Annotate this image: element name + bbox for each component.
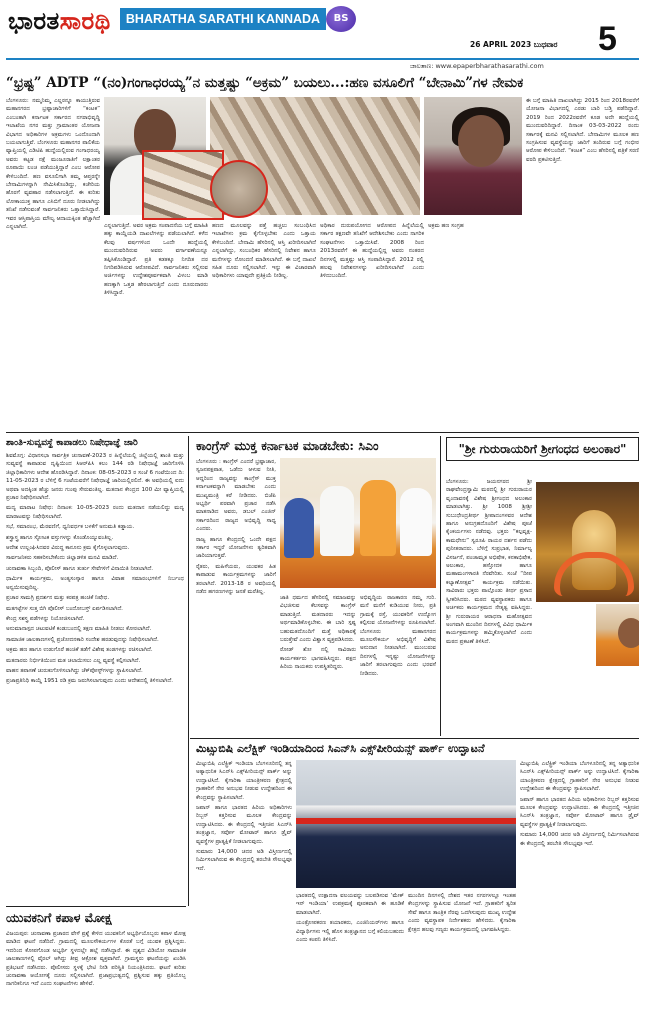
logo-word-red: ಸಾರಥಿ	[59, 6, 111, 35]
story5-body: ಬೆಂಗಳೂರು: ಜಯನಗರದ ಶ್ರೀ ರಾಘವೇಂದ್ರಸ್ವಾಮಿ ಮಠದಲ್ಲಿ ಶ್ರೀ ಗುರುರಾಯರ ವೃಂದಾವನಕ್ಕೆ ವಿಶೇಷ ಶ್ರೀಗಂಧದ ಅಲಂಕಾರ ಮಾಡಲಾಗಿತ್ತು. ಶ್ರೀ 1008 ಶ್ರೀಶ್ರೀ ಸುಬುಧೇಂದ್ರತೀರ್ಥ ಶ್ರೀಪಾದಂಗಳವರ ಆದೇಶ ಹಾಗೂ ಅನುಗ್ರಹದೊಂದಿಗೆ ವಿಶೇಷ ಪೂಜೆ ಕೈಂಕರ್ಯಗಳು ನಡೆದವು. ಭಕ್ತರು “ಕಲ್ಪವೃಕ್ಷ-ಕಾಮಧೇನು” ಸ್ವರೂಪಿ ರಾಯರ ದರ್ಶನ ಪಡೆದು ಪುನೀತರಾದರು. ಬೆಳಿಗ್ಗೆ ಸುಪ್ರಭಾತ, ನಿರ್ಮಾಲ್ಯ ವಿಸರ್ಜನೆ, ಪಂಚಾಮೃತ ಅಭಿಷೇಕ, ಕನಕಾಭಿಷೇಕ, ಅಲಂಕಾರ, ಹಸ್ತೋದಕ ಹಾಗೂ ಮಹಾಮಂಗಳಾರತಿ ನೆರವೇರಿತು. ಸಂಜೆ “ದೀಪ ಕಲ್ಯಾಣೋತ್ಸವ” ಕಾರ್ಯಕ್ರಮ ನಡೆಯಿತು. ಸಾವಿರಾರು ಭಕ್ತರು ಪಾಲ್ಗೊಂಡು ತೀರ್ಥ ಪ್ರಸಾದ ಸ್ವೀಕರಿಸಿದರು. ಮಠದ ವ್ಯವಸ್ಥಾಪಕರು ಹಾಗೂ ಅರ್ಚಕರು ಕಾರ್ಯಕ್ರಮದ ನೇತೃತ್ವ ವಹಿಸಿದ್ದರು. ಶ್ರೀ ಗುರುರಾಯರ ಆರಾಧನಾ ಮಹೋತ್ಸವದ ಅಂಗವಾಗಿ ಮುಂದಿನ ದಿನಗಳಲ್ಲಿ ವಿವಿಧ ಧಾರ್ಮಿಕ ಕಾರ್ಯಕ್ರಮಗಳನ್ನು ಹಮ್ಮಿಕೊಳ್ಳಲಾಗಿದೆ ಎಂದು ಮಠದ ಪ್ರಕಟಣೆ ತಿಳಿಸಿದೆ.	[446, 479, 532, 645]
section-divider	[6, 432, 639, 433]
story6-col1: ಮಿಟ್ಸುಬಿಷಿ ಎಲೆಕ್ಟ್ರಿಕ್ ಇಂಡಿಯಾ ಬೆಂಗಳೂರಿನಲ್ಲಿ ತನ್ನ ಅತ್ಯಾಧುನಿಕ ಸಿಎನ್‌ಸಿ ಎಕ್ಸ್‌ಪೀರಿಯನ್ಸ್ ಪಾರ್ಕ್ ಅನ್ನು ಉದ್ಘಾಟಿಸಿದೆ. ಕೈಗಾರಿಕಾ ಯಾಂತ್ರೀಕರಣ ಕ್ಷೇತ್ರದಲ್ಲಿ ಗ್ರಾಹಕರಿಗೆ ನೇರ ಅನುಭವ ನೀಡುವ ಉದ್ದೇಶದಿಂದ ಈ ಕೇಂದ್ರವನ್ನು ಸ್ಥಾಪಿಸಲಾಗಿದೆ. ಜಪಾನ್ ಹಾಗೂ ಭಾರತದ ಹಿರಿಯ ಅಧಿಕಾರಿಗಳು ರಿಬ್ಬನ್ ಕತ್ತರಿಸುವ ಮೂಲಕ ಕೇಂದ್ರವನ್ನು ಉದ್ಘಾಟಿಸಿದರು. ಈ ಕೇಂದ್ರದಲ್ಲಿ ಇತ್ತೀಚಿನ ಸಿಎನ್‌ಸಿ ತಂತ್ರಜ್ಞಾನ, ಸರ್ವೋ ಮೋಟಾರ್ ಹಾಗೂ ಡ್ರೈವ್ ವ್ಯವಸ್ಥೆಗಳ ಪ್ರಾತ್ಯಕ್ಷಿಕೆ ನೀಡಲಾಗುವುದು. ಸುಮಾರು 14,000 ಚದರ ಅಡಿ ವಿಸ್ತೀರ್ಣದಲ್ಲಿ ನಿರ್ಮಿಸಲಾಗಿರುವ ಈ ಕೇಂದ್ರದಲ್ಲಿ ತರಬೇತಿ ಸೌಲಭ್ಯವೂ ಇದೆ.	[196, 761, 292, 872]
newspaper-title-band: BHARATHA SARATHI KANNADA DAILY	[120, 8, 326, 30]
story5-headline: "ಶ್ರೀ ಗುರುರಾಯರಿಗೆ ಶ್ರೀಗಂಧದ ಅಲಂಕಾರ"	[446, 437, 639, 461]
newspaper-logo	[8, 6, 111, 35]
page-number: 5	[598, 20, 617, 58]
official-photo	[424, 97, 522, 215]
story6-col3: ಮುಂದಿನ ದಿನಗಳಲ್ಲಿ ದೇಶದ ಇತರ ನಗರಗಳಲ್ಲೂ ಇಂತಹ ಕೇಂದ್ರಗಳನ್ನು ಸ್ಥಾಪಿಸುವ ಯೋಜನೆ ಇದೆ. ಗ್ರಾಹಕರಿಗೆ ತ್ವರಿತ ಸೇವೆ ಹಾಗೂ ತಾಂತ್ರಿಕ ನೆರವು ಒದಗಿಸುವುದು ಮುಖ್ಯ ಉದ್ದೇಶ ಎಂದು ವ್ಯವಸ್ಥಾಪಕ ನಿರ್ದೇಶಕರು ಹೇಳಿದರು. ಕೈಗಾರಿಕಾ ಕ್ಷೇತ್ರದ ಹಲವು ಗಣ್ಯರು ಕಾರ್ಯಕ್ರಮದಲ್ಲಿ ಭಾಗವಹಿಸಿದ್ದರು.	[408, 893, 516, 933]
section-divider-2	[190, 738, 639, 739]
website-link[interactable]: ಜಾಲತಾಣ: www.epaperbharathasarathi.com	[410, 62, 544, 70]
story1-col3: ಹಣದ ಮೂಲವನ್ನು ಪತ್ತೆ ಹಚ್ಚಲು ಸಂಬಂಧಿಸಿದ ಇಲಾಖೆಗಳು ಕ್ರಮ ಕೈಗೊಳ್ಳಬೇಕು ಎಂದು ಒತ್ತಾಯ ಕೇಳಿಬಂದಿದೆ. ಬೇನಾಮಿ ಹೆಸರಿನಲ್ಲಿ ಆಸ್ತಿ ಖರೀದಿಸಲಾಗಿದೆ ಎನ್ನಲಾಗಿದ್ದು, ಸಂಬಂಧಿಕರ ಹೆಸರಿನಲ್ಲಿ ನಿವೇಶನ ಹಾಗೂ ಮನೆಗಳನ್ನು ನೋಂದಣಿ ಮಾಡಿಸಲಾಗಿದೆ. ಈ ಬಗ್ಗೆ ದಾಖಲೆ ಸಹಿತ ದೂರು ಸಲ್ಲಿಸಲಾಗಿದೆ. ಇನ್ನು ಈ ವಿಚಾರವಾಗಿ ಅಧಿಕಾರಿಗಳು ಯಾವುದೇ ಪ್ರತಿಕ್ರಿಯೆ ನೀಡಿಲ್ಲ.	[212, 223, 316, 280]
story2-headline: ಶಾಂತಿ-ಸುವ್ಯವಸ್ಥೆ ಕಾಪಾಡಲು ನಿಷೇಧಾಜ್ಞೆ ಜಾರಿ	[6, 438, 138, 448]
column-rule-2	[440, 436, 441, 736]
bs-logo-icon: BS	[326, 6, 356, 32]
swamiji-photo	[596, 604, 639, 666]
story6-headline: ಮಿಟ್ಸುಬಿಷಿ ಎಲೆಕ್ಟ್ರಿಕ್ ಇಂಡಿಯಾದಿಂದ ಸಿಎನ್‌ಸಿ ಎಕ್ಸ್‌ಪೀರಿಯನ್ಸ್ ಪಾರ್ಕ್ ಉದ್ಘಾಟನೆ	[196, 742, 485, 755]
inauguration-photo	[296, 760, 516, 888]
story1-col4: ಅಧಿಕಾರ ದುರುಪಯೋಗದ ಆರೋಪದ ಹಿನ್ನೆಲೆಯಲ್ಲಿ ಸರ್ಕಾರ ತಕ್ಷಣವೇ ತನಿಖೆಗೆ ಆದೇಶಿಸಬೇಕು ಎಂದು ನಾಗರಿಕ ಸಂಘಟನೆಗಳು ಒತ್ತಾಯಿಸಿವೆ. 2008 ರಿಂದ 2013ರವರೆಗೆ ಈ ಹುದ್ದೆಯಲ್ಲಿದ್ದ ಅವರು ನಂತರದ ದಿನಗಳಲ್ಲಿ ಮತ್ತಷ್ಟು ಆಸ್ತಿ ಸಂಪಾದಿಸಿದ್ದಾರೆ. 2012 ರಲ್ಲಿ ಹಲವು ನಿವೇಶನಗಳನ್ನು ಖರೀದಿಸಲಾಗಿದೆ ಎಂದು ತಿಳಿದುಬಂದಿದೆ.	[320, 223, 424, 280]
story1-col5: ಈ ಬಗ್ಗೆ ಮಾಹಿತಿ ದಾಖಲಾಗಿದ್ದು 2015 ರಿಂದ 2018ರವರೆಗೆ ಯೋಜನಾ ವಿಭಾಗದಲ್ಲಿ ಎರಡು ಬಾರಿ ಬಡ್ತಿ ಪಡೆದಿದ್ದಾರೆ. 2019 ರಿಂದ 2022ರವರೆಗೆ ಕೂಡ ಅದೇ ಹುದ್ದೆಯಲ್ಲಿ ಮುಂದುವರಿದಿದ್ದಾರೆ. ದಿನಾಂಕ 03-03-2022 ರಂದು ಸರ್ಕಾರಕ್ಕೆ ಮನವಿ ಸಲ್ಲಿಸಲಾಗಿದೆ. ಬೇನಾಮಿಗಳ ಮೂಲಕ ಹಣ ಸಂಗ್ರಹಿಸುವ ವ್ಯವಸ್ಥೆಯನ್ನು ಜಾರಿಗೆ ತಂದಿರುವ ಬಗ್ಗೆ ಗಂಭೀರ ಆರೋಪ ಕೇಳಿಬಂದಿದೆ. “ಕಂಟಕ” ಎಂಬ ಹೆಸರಿನಲ್ಲಿ ಪತ್ರಿಕೆ ಸರಣಿ ವರದಿ ಪ್ರಕಟಿಸುತ್ತಿದೆ.	[526, 98, 639, 163]
story4-col3: ಅಭಿವೃದ್ಧಿಯ ರಾಜಕಾರಣ ನಮ್ಮ ಗುರಿ. ಮನೆ ಮನೆಗೆ ಕುಡಿಯುವ ನೀರು, ಪ್ರತಿ ಗ್ರಾಮಕ್ಕೆ ರಸ್ತೆ, ಯುವಕರಿಗೆ ಉದ್ಯೋಗ ಕಲ್ಪಿಸುವ ಯೋಜನೆಗಳನ್ನು ರೂಪಿಸಲಾಗಿದೆ. ಬೆಂಗಳೂರು ಮಹಾನಗರದ ಮೂಲಸೌಕರ್ಯ ಅಭಿವೃದ್ಧಿಗೆ ವಿಶೇಷ ಅನುದಾನ ನೀಡಲಾಗಿದೆ. ಮುಂಬರುವ ದಿನಗಳಲ್ಲಿ ಇನ್ನಷ್ಟು ಯೋಜನೆಗಳನ್ನು ಜಾರಿಗೆ ತರಲಾಗುವುದು ಎಂದು ಭರವಸೆ ನೀಡಿದರು.	[360, 595, 436, 677]
logo-word-black: ಭಾರತ	[8, 6, 60, 35]
story3-headline: ಯುವಕನಿಗೆ ಕಪಾಳ ಮೋಕ್ಷ	[6, 910, 112, 925]
story1-col2: ಎನ್ನಲಾಗುತ್ತಿದೆ. ಅವರ ಅಕ್ರಮ ಸಂಪಾದನೆಯ ಬಗ್ಗೆ ಮಾಹಿತಿ ಹಕ್ಕು ಕಾಯ್ದೆಯಡಿ ದಾಖಲೆಗಳನ್ನು ಪಡೆಯಲಾಗಿದೆ. ಕಳೆದ ಕೆಲವು ವರ್ಷಗಳಿಂದ ಒಂದೇ ಹುದ್ದೆಯಲ್ಲಿ ಮುಂದುವರಿದಿರುವ ಅವರು ವರ್ಗಾವಣೆಯನ್ನೂ ತಪ್ಪಿಸಿಕೊಂಡಿದ್ದಾರೆ. ಪ್ರತಿ ಕಡತಕ್ಕೂ ನಿಗದಿತ ದರ ನಿಗದಿಪಡಿಸಿರುವ ಆರೋಪವಿದೆ. ಸಾರ್ವಜನಿಕರು ಸಲ್ಲಿಸುವ ಅರ್ಜಿಗಳನ್ನು ಉದ್ದೇಶಪೂರ್ವಕವಾಗಿ ವಿಳಂಬ ಮಾಡಿ ಹಣಕ್ಕಾಗಿ ಒತ್ತಡ ಹೇರಲಾಗುತ್ತಿದೆ ಎಂದು ದೂರುದಾರರು ತಿಳಿಸಿದ್ದಾರೆ.	[104, 223, 208, 297]
story6-col4: ಮಿಟ್ಸುಬಿಷಿ ಎಲೆಕ್ಟ್ರಿಕ್ ಇಂಡಿಯಾ ಬೆಂಗಳೂರಿನಲ್ಲಿ ತನ್ನ ಅತ್ಯಾಧುನಿಕ ಸಿಎನ್‌ಸಿ ಎಕ್ಸ್‌ಪೀರಿಯನ್ಸ್ ಪಾರ್ಕ್ ಅನ್ನು ಉದ್ಘಾಟಿಸಿದೆ. ಕೈಗಾರಿಕಾ ಯಾಂತ್ರೀಕರಣ ಕ್ಷೇತ್ರದಲ್ಲಿ ಗ್ರಾಹಕರಿಗೆ ನೇರ ಅನುಭವ ನೀಡುವ ಉದ್ದೇಶದಿಂದ ಈ ಕೇಂದ್ರವನ್ನು ಸ್ಥಾಪಿಸಲಾಗಿದೆ. ಜಪಾನ್ ಹಾಗೂ ಭಾರತದ ಹಿರಿಯ ಅಧಿಕಾರಿಗಳು ರಿಬ್ಬನ್ ಕತ್ತರಿಸುವ ಮೂಲಕ ಕೇಂದ್ರವನ್ನು ಉದ್ಘಾಟಿಸಿದರು. ಈ ಕೇಂದ್ರದಲ್ಲಿ ಇತ್ತೀಚಿನ ಸಿಎನ್‌ಸಿ ತಂತ್ರಜ್ಞಾನ, ಸರ್ವೋ ಮೋಟಾರ್ ಹಾಗೂ ಡ್ರೈವ್ ವ್ಯವಸ್ಥೆಗಳ ಪ್ರಾತ್ಯಕ್ಷಿಕೆ ನೀಡಲಾಗುವುದು. ಸುಮಾರು 14,000 ಚದರ ಅಡಿ ವಿಸ್ತೀರ್ಣದಲ್ಲಿ ನಿರ್ಮಿಸಲಾಗಿರುವ ಈ ಕೇಂದ್ರದಲ್ಲಿ ತರಬೇತಿ ಸೌಲಭ್ಯವೂ ಇದೆ.	[520, 761, 639, 847]
masthead-rule	[6, 58, 639, 60]
story4-col2: ಜಾತಿ ಧರ್ಮದ ಹೆಸರಿನಲ್ಲಿ ಸಮಾಜವನ್ನು ವಿಭಜಿಸುವ ಕೆಲಸವನ್ನು ಕಾಂಗ್ರೆಸ್ ಮಾಡುತ್ತಿದೆ. ಮತದಾರರು ಇದನ್ನು ಅರ್ಥಮಾಡಿಕೊಳ್ಳಬೇಕು. ಈ ಬಾರಿ ಸ್ಪಷ್ಟ ಬಹುಮತದೊಂದಿಗೆ ಮತ್ತೆ ಅಧಿಕಾರಕ್ಕೆ ಬರುತ್ತೇವೆ ಎಂದು ವಿಶ್ವಾಸ ವ್ಯಕ್ತಪಡಿಸಿದರು. ರೋಡ್ ಶೋ ನಲ್ಲಿ ಸಾವಿರಾರು ಕಾರ್ಯಕರ್ತರು ಭಾಗವಹಿಸಿದ್ದರು. ಪಕ್ಷದ ಹಿರಿಯ ನಾಯಕರು ಉಪಸ್ಥಿತರಿದ್ದರು.	[280, 595, 356, 671]
vrindavana-photo	[536, 482, 639, 602]
story6-col2: ಭಾರತದಲ್ಲಿ ಉತ್ಪಾದನಾ ವಲಯವನ್ನು ಬಲಪಡಿಸುವ ‘ಮೇಕ್ ಇನ್ ಇಂಡಿಯಾ’ ಉಪಕ್ರಮಕ್ಕೆ ಪೂರಕವಾಗಿ ಈ ಹೂಡಿಕೆ ಮಾಡಲಾಗಿದೆ. ಯಂತ್ರೋಪಕರಣ ತಯಾರಕರು, ಎಂಜಿನಿಯರ್‌ಗಳು ಹಾಗೂ ವಿದ್ಯಾರ್ಥಿಗಳು ಇಲ್ಲಿ ಹೊಸ ತಂತ್ರಜ್ಞಾನದ ಬಗ್ಗೆ ಕಲಿಯಬಹುದು ಎಂದು ಕಂಪನಿ ತಿಳಿಸಿದೆ.	[296, 893, 404, 944]
story4-col1: ಬೆಂಗಳೂರು : ಕಾಂಗ್ರೆಸ್ ಎಂದರೆ ಭ್ರಷ್ಟಾಚಾರ, ಸ್ವಜನಪಕ್ಷಪಾತ, ಒಡೆದು ಆಳುವ ನೀತಿ, ಆದ್ದರಿಂದ ರಾಜ್ಯವನ್ನು ಕಾಂಗ್ರೆಸ್ ಮುಕ್ತ ಕರ್ನಾಟಕವನ್ನಾಗಿ ಮಾಡಬೇಕು ಎಂದು ಮುಖ್ಯಮಂತ್ರಿ ಕರೆ ನೀಡಿದರು. ಬಿಜೆಪಿ ಅಭ್ಯರ್ಥಿ ಪರವಾಗಿ ಪ್ರಚಾರ ನಡೆಸಿ ಮಾತನಾಡಿದ ಅವರು, ಡಬಲ್ ಎಂಜಿನ್ ಸರ್ಕಾರದಿಂದ ರಾಜ್ಯದ ಅಭಿವೃದ್ಧಿ ಸಾಧ್ಯ ಎಂದರು. ರಾಜ್ಯ ಹಾಗೂ ಕೇಂದ್ರದಲ್ಲಿ ಒಂದೇ ಪಕ್ಷದ ಸರ್ಕಾರ ಇದ್ದರೆ ಯೋಜನೆಗಳು ತ್ವರಿತವಾಗಿ ಜಾರಿಯಾಗುತ್ತವೆ. ರೈತರು, ಮಹಿಳೆಯರು, ಯುವಕರ ಹಿತ ಕಾಪಾಡುವ ಕಾರ್ಯಕ್ರಮಗಳನ್ನು ಜಾರಿಗೆ ತರಲಾಗಿದೆ. 2013-18 ರ ಅವಧಿಯಲ್ಲಿ ನಡೆದ ಹಗರಣಗಳನ್ನು ಜನತೆ ಮರೆತಿಲ್ಲ.	[196, 459, 276, 596]
roadshow-photo	[280, 458, 436, 588]
section-divider-3	[6, 906, 186, 907]
story3-body: ವಿಜಯಪುರ: ಚುನಾವಣಾ ಪ್ರಚಾರದ ವೇಳೆ ಪ್ರಶ್ನೆ ಕೇಳಿದ ಯುವಕನಿಗೆ ಅಭ್ಯರ್ಥಿಯೊಬ್ಬರು ಕಪಾಳ ಮೋಕ್ಷ ಮಾಡಿದ ಘಟನೆ ನಡೆದಿದೆ. ಗ್ರಾಮದಲ್ಲಿ ಮೂಲಸೌಕರ್ಯಗಳ ಕೊರತೆ ಬಗ್ಗೆ ಯುವಕ ಪ್ರಶ್ನಿಸಿದ್ದರು. ಇದರಿಂದ ಕೋಪಗೊಂಡ ಅಭ್ಯರ್ಥಿ ಸ್ಥಳದಲ್ಲೇ ಹಲ್ಲೆ ನಡೆಸಿದ್ದಾರೆ. ಈ ದೃಶ್ಯದ ವಿಡಿಯೋ ಸಾಮಾಜಿಕ ಜಾಲತಾಣಗಳಲ್ಲಿ ವೈರಲ್ ಆಗಿದ್ದು ತೀವ್ರ ಆಕ್ರೋಶ ವ್ಯಕ್ತವಾಗಿದೆ. ಗ್ರಾಮಸ್ಥರು ಘಟನೆಯನ್ನು ಖಂಡಿಸಿ ಪ್ರತಿಭಟನೆ ನಡೆಸಿದರು. ಪೊಲೀಸರು ಸ್ಥಳಕ್ಕೆ ಭೇಟಿ ನೀಡಿ ಪರಿಸ್ಥಿತಿ ನಿಯಂತ್ರಿಸಿದರು. ಘಟನೆ ಕುರಿತು ಚುನಾವಣಾ ಆಯೋಗಕ್ಕೆ ದೂರು ಸಲ್ಲಿಸಲಾಗಿದೆ. ಪ್ರಜಾಪ್ರಭುತ್ವದಲ್ಲಿ ಪ್ರಶ್ನಿಸುವ ಹಕ್ಕು ಪ್ರತಿಯೊಬ್ಬ ನಾಗರಿಕನಿಗೂ ಇದೆ ಎಂದು ಸಂಘಟನೆಗಳು ಹೇಳಿವೆ.	[6, 931, 186, 988]
story1-col4b: ಅಕ್ರಮ ಹಣ ಸಂಗ್ರಹ	[428, 223, 464, 229]
story1-headline: “ಭ್ರಷ್ಟ” ADTP “(ನಂ)ಗಂಗಾಧರಯ್ಯ”ನ ಮತ್ತಷ್ಟು “ಅಕ್ರಮ” ಬಯಲು...:ಹಣ ವಸೂಲಿಗೆ “ಬೇನಾಮಿ”ಗಳ ನೇಮಕ	[6, 75, 524, 91]
cash-inset-circle	[210, 160, 268, 218]
issue-date: 26 APRIL 2023 ಬುಧವಾರ	[470, 40, 558, 49]
story2-body: ಶಿವಮೊಗ್ಗ: ವಿಧಾನಸಭಾ ಸಾರ್ವತ್ರಿಕ ಚುನಾವಣೆ-2023 ರ ಹಿನ್ನೆಲೆಯಲ್ಲಿ ಜಿಲ್ಲೆಯಲ್ಲಿ ಶಾಂತಿ ಮತ್ತು ಸುವ್ಯವಸ್ಥೆ ಕಾಪಾಡುವ ದೃಷ್ಟಿಯಿಂದ ಸಿಆರ್‌ಪಿಸಿ ಕಲಂ 144 ರಡಿ ನಿಷೇಧಾಜ್ಞೆ ಜಾರಿಗೊಳಿಸಿ ಜಿಲ್ಲಾಧಿಕಾರಿಗಳು ಆದೇಶ ಹೊರಡಿಸಿದ್ದಾರೆ. ದಿನಾಂಕ: 08-05-2023 ರ ಸಂಜೆ 6 ಗಂಟೆಯಿಂದ ದಿ: 11-05-2023 ರ ಬೆಳಿಗ್ಗೆ 6 ಗಂಟೆಯವರೆಗೆ ನಿಷೇಧಾಜ್ಞೆ ಜಾರಿಯಲ್ಲಿರಲಿದೆ. ಈ ಅವಧಿಯಲ್ಲಿ ಐದು ಅಥವಾ ಅದಕ್ಕಿಂತ ಹೆಚ್ಚು ಜನರು ಗುಂಪು ಸೇರುವಂತಿಲ್ಲ. ಮತದಾನ ಕೇಂದ್ರದ 100 ಮೀ ವ್ಯಾಪ್ತಿಯಲ್ಲಿ ಪ್ರಚಾರ ನಿಷೇಧಿಸಲಾಗಿದೆ. ಮದ್ಯ ಮಾರಾಟ ನಿಷೇಧ: ದಿನಾಂಕ: 10-05-2023 ರಂದು ಮತದಾನ ನಡೆಯಲಿದ್ದು ಮದ್ಯ ಮಾರಾಟವನ್ನು ನಿಷೇಧಿಸಲಾಗಿದೆ. ಸಭೆ, ಸಮಾರಂಭ, ಮೆರವಣಿಗೆ, ಧ್ವನಿವರ್ಧಕ ಬಳಕೆಗೆ ಅನುಮತಿ ಕಡ್ಡಾಯ. ಶಸ್ತ್ರಾಸ್ತ್ರ ಹಾಗೂ ಸ್ಫೋಟಕ ವಸ್ತುಗಳನ್ನು ಕೊಂಡೊಯ್ಯುವಂತಿಲ್ಲ. ಆದೇಶ ಉಲ್ಲಂಘಿಸಿದವರ ವಿರುದ್ಧ ಕಾನೂನು ಕ್ರಮ ಕೈಗೊಳ್ಳಲಾಗುವುದು. ಸಾರ್ವಜನಿಕರು ಸಹಕರಿಸಬೇಕೆಂದು ಜಿಲ್ಲಾಡಳಿತ ಮನವಿ ಮಾಡಿದೆ. ಚುನಾವಣಾ ಸಿಬ್ಬಂದಿ, ಪೊಲೀಸ್ ಹಾಗೂ ತುರ್ತು ಸೇವೆಗಳಿಗೆ ವಿನಾಯಿತಿ ನೀಡಲಾಗಿದೆ. ಧಾರ್ಮಿಕ ಕಾರ್ಯಕ್ರಮ, ಅಂತ್ಯಸಂಸ್ಕಾರ ಹಾಗೂ ವಿವಾಹ ಸಮಾರಂಭಗಳಿಗೆ ನಿರ್ಬಂಧ ಅನ್ವಯಿಸುವುದಿಲ್ಲ. ಪ್ರಚಾರ ಸಾಮಗ್ರಿ ಪ್ರದರ್ಶನ ಮತ್ತು ಕರಪತ್ರ ಹಂಚಿಕೆ ನಿಷೇಧ. ಮತಗಟ್ಟೆಗಳ ಸುತ್ತ ಬಿಗಿ ಪೊಲೀಸ್ ಬಂದೋಬಸ್ತ್ ಏರ್ಪಡಿಸಲಾಗಿದೆ. ಕೇಂದ್ರ ಸಶಸ್ತ್ರ ಪಡೆಗಳನ್ನು ನಿಯೋಜಿಸಲಾಗಿದೆ. ಅನುಮಾನಾಸ್ಪದ ಚಟುವಟಿಕೆ ಕಂಡುಬಂದಲ್ಲಿ ತಕ್ಷಣ ಮಾಹಿತಿ ನೀಡಲು ಕೋರಲಾಗಿದೆ. ಸಾಮಾಜಿಕ ಜಾಲತಾಣಗಳಲ್ಲಿ ಪ್ರಚೋದನಕಾರಿ ಸಂದೇಶ ಹರಡುವುದನ್ನು ನಿಷೇಧಿಸಲಾಗಿದೆ. ಅಕ್ರಮ ಹಣ ಹಾಗೂ ಉಡುಗೊರೆ ಹಂಚಿಕೆ ತಡೆಗೆ ವಿಶೇಷ ತಂಡಗಳನ್ನು ರಚಿಸಲಾಗಿದೆ. ಮತದಾರರು ನಿರ್ಭೀತಿಯಿಂದ ಮತ ಚಲಾಯಿಸಲು ಎಲ್ಲ ವ್ಯವಸ್ಥೆ ಕಲ್ಪಿಸಲಾಗಿದೆ. ವಾಹನ ತಪಾಸಣೆ ಚುರುಕುಗೊಳಿಸಲಾಗಿದ್ದು ಚೆಕ್‌ಪೋಸ್ಟ್‌ಗಳನ್ನು ಸ್ಥಾಪಿಸಲಾಗಿದೆ. ಪ್ರಜಾಪ್ರತಿನಿಧಿ ಕಾಯ್ದೆ 1951 ರಡಿ ಕ್ರಮ ಜರುಗಿಸಲಾಗುವುದು ಎಂದು ಆದೇಶದಲ್ಲಿ ತಿಳಿಸಲಾಗಿದೆ.	[6, 453, 184, 685]
story4-headline: ಕಾಂಗ್ರೆಸ್ ಮುಕ್ತ ಕರ್ನಾಟಕ ಮಾಡಬೇಕು: ಸಿಎಂ	[196, 438, 379, 453]
column-rule	[188, 436, 189, 906]
story1-col1: ಬೆಂಗಳೂರು: ನಮ್ಮನಿಮ್ಮ ಎಲ್ಲರನ್ನೂ ಕಾಯುತ್ತಿರುವ ಮಹಾನಗರದ ಭ್ರಷ್ಟಾಚಾರಿಗಳಿಗೆ “ಕಂಟಕ” ಎಂಬಂತಾಗಿ ಕರ್ನಾಟಕ ಸರ್ಕಾರದ ನಗರಾಭಿವೃದ್ಧಿ ಇಲಾಖೆಯ ನಗರ ಮತ್ತು ಗ್ರಾಮಾಂತರ ಯೋಜನಾ ವಿಭಾಗದ ಅಧಿಕಾರಿಗಳ ಅಕ್ರಮಗಳು ಒಂದೊಂದಾಗಿ ಬಯಲಾಗುತ್ತಿವೆ. ಬೆಂಗಳೂರು ಮಹಾನಗರ ಪಾಲಿಕೆಯ ವ್ಯಾಪ್ತಿಯಲ್ಲಿ ಎಡಿಟಿಪಿ ಹುದ್ದೆಯಲ್ಲಿರುವ ಗಂಗಾಧರಯ್ಯ ಅವರು ಕಟ್ಟಡ ನಕ್ಷೆ ಮಂಜೂರಾತಿಗೆ ಲಕ್ಷಾಂತರ ರೂಪಾಯಿ ಲಂಚ ಪಡೆಯುತ್ತಿದ್ದಾರೆ ಎಂಬ ಆರೋಪ ಕೇಳಿಬಂದಿದೆ. ಹಣ ವಸೂಲಿಗಾಗಿ ತಮ್ಮ ಆಪ್ತರನ್ನೇ ಬೇನಾಮಿಗಳನ್ನಾಗಿ ನೇಮಿಸಿಕೊಂಡಿದ್ದು, ಕಚೇರಿಯ ಹೊರಗೆ ವ್ಯವಹಾರ ನಡೆಸಲಾಗುತ್ತಿದೆ. ಈ ಕುರಿತು ಲೋಕಾಯುಕ್ತ ಹಾಗೂ ಎಸಿಬಿಗೆ ದೂರು ನೀಡಲಾಗಿದ್ದು ತನಿಖೆ ನಡೆಸುವಂತೆ ಸಾರ್ವಜನಿಕರು ಒತ್ತಾಯಿಸಿದ್ದಾರೆ. ಇವರ ಆಸ್ತಿಪಾಸ್ತಿಯ ಮೌಲ್ಯ ಆದಾಯಕ್ಕಿಂತ ಹೆಚ್ಚಾಗಿದೆ ಎನ್ನಲಾಗಿದೆ.	[6, 98, 100, 231]
masthead	[0, 0, 645, 62]
